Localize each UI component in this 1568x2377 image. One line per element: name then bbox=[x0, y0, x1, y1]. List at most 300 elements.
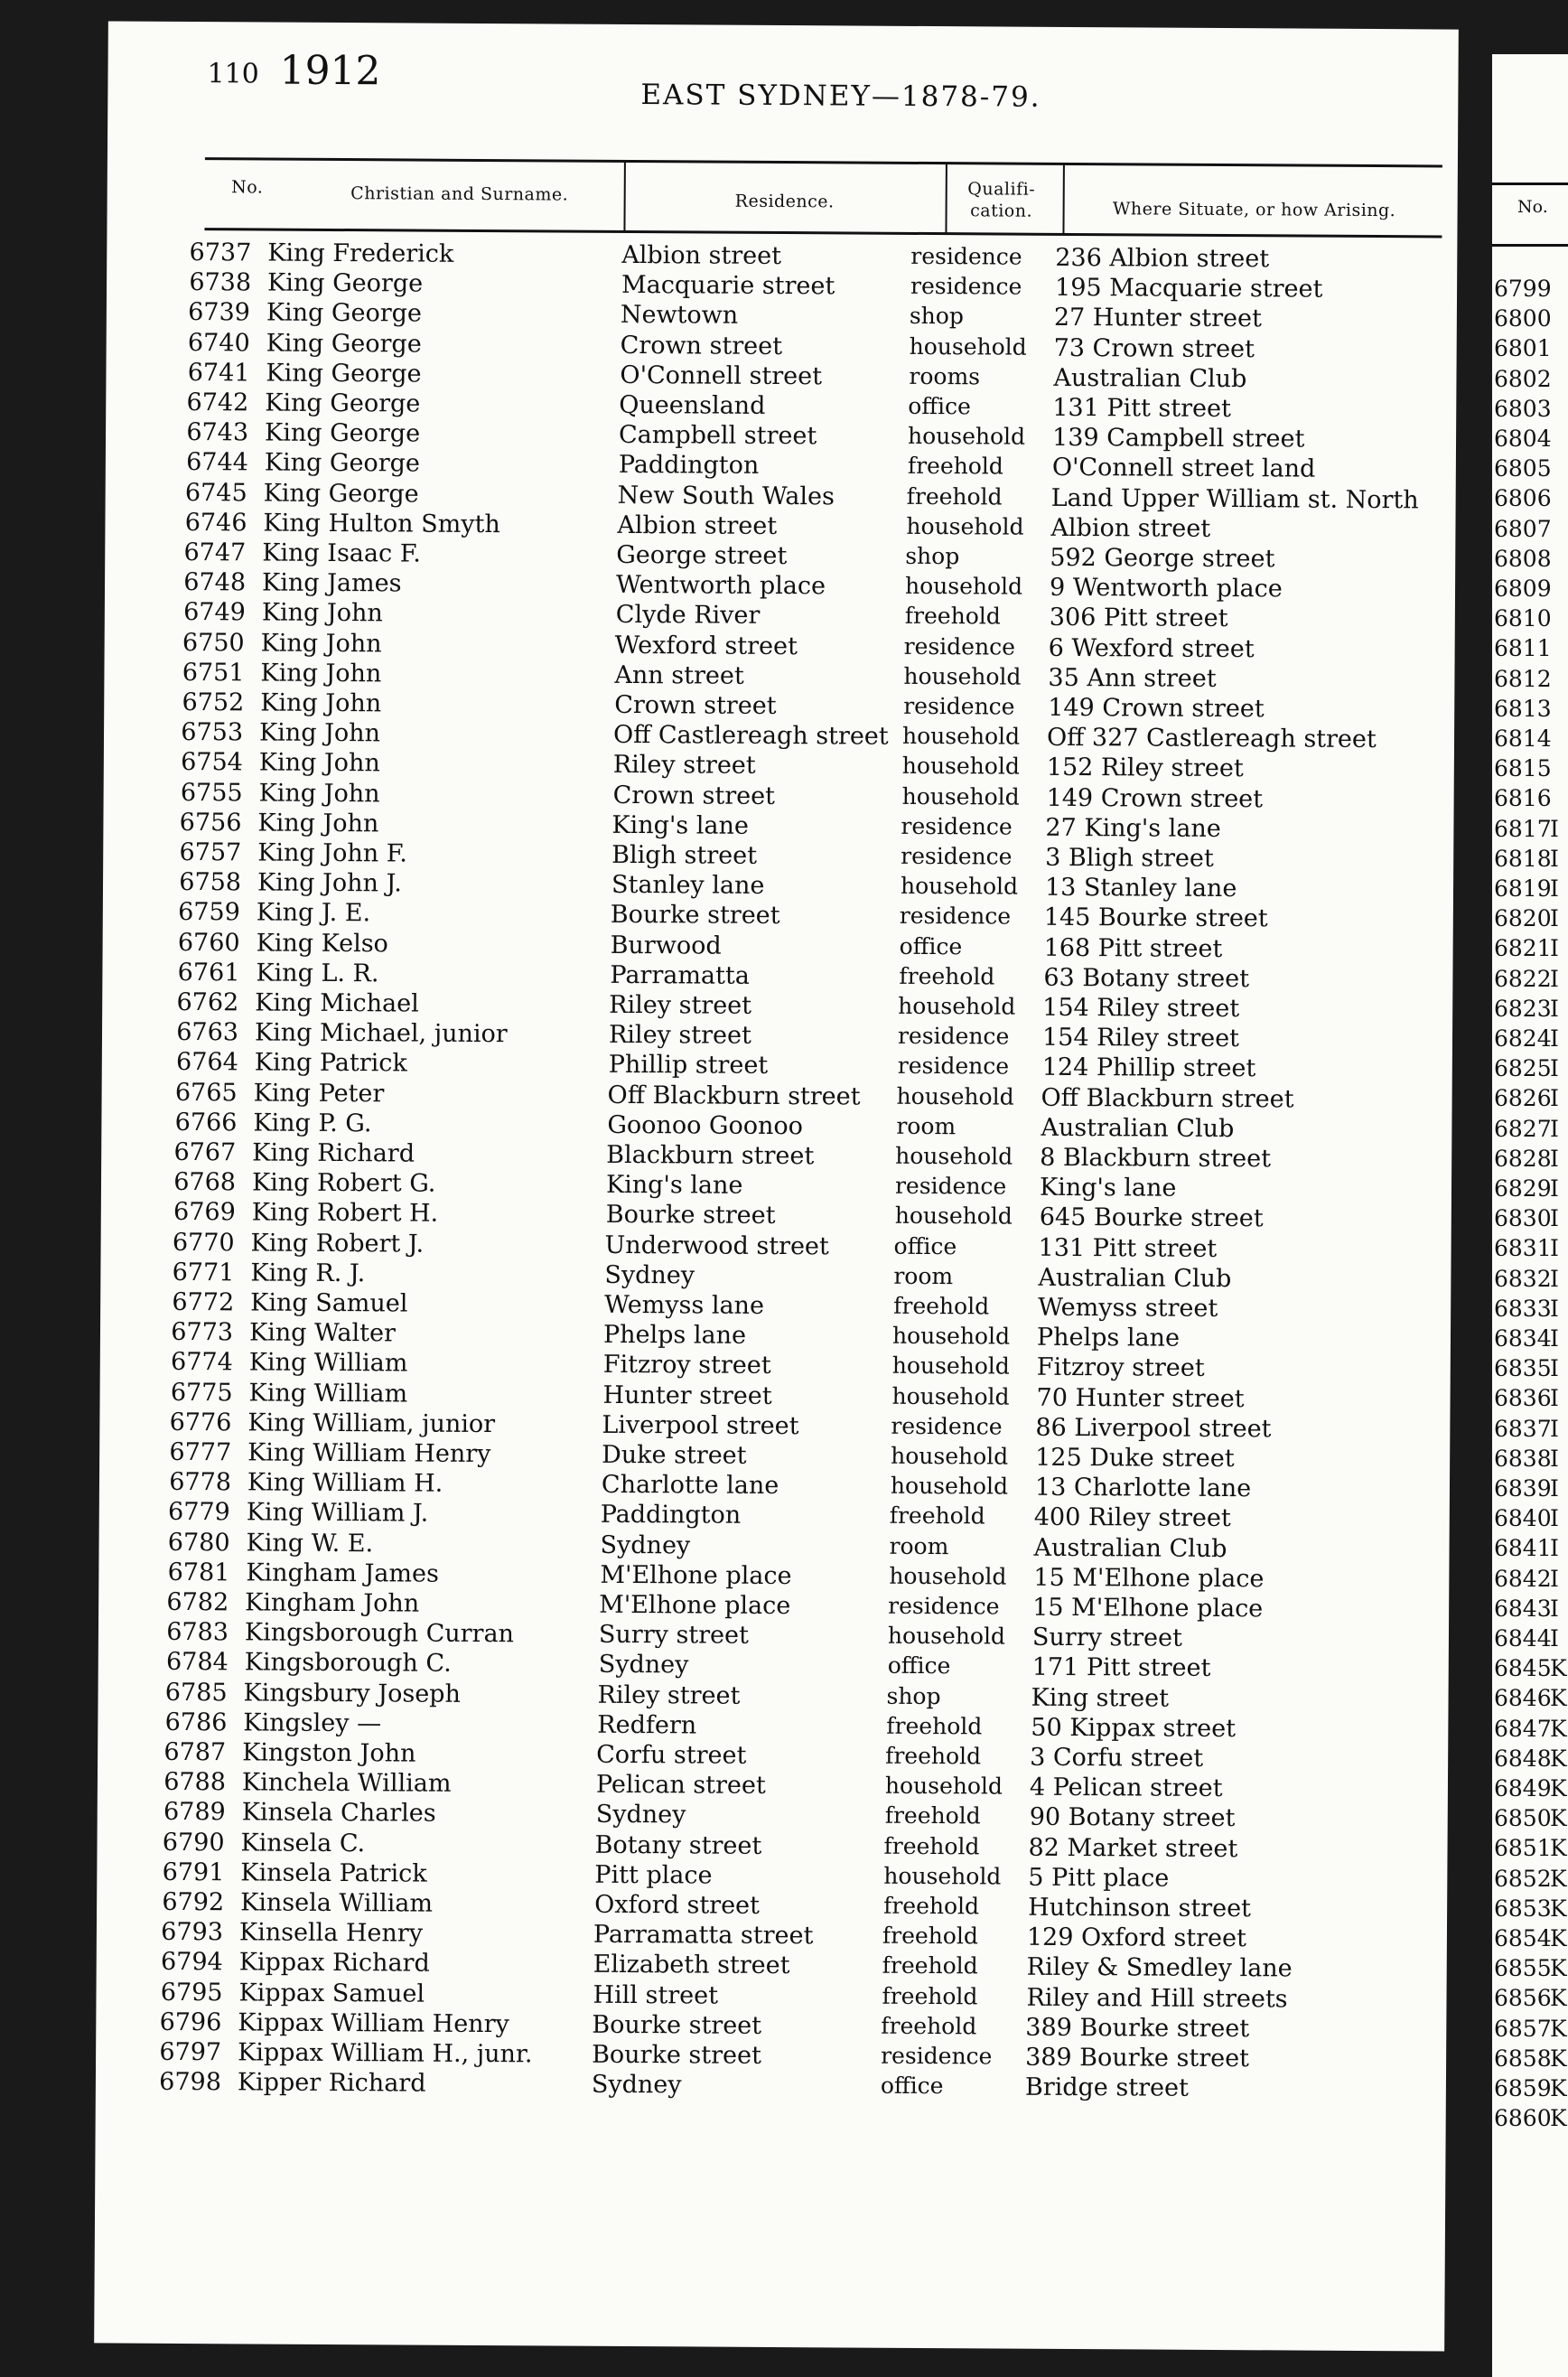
entry-where: 154 Riley street bbox=[1041, 1023, 1240, 1053]
adjacent-entry-initial: K bbox=[1550, 2075, 1567, 2101]
adjacent-entry-number: 6853 bbox=[1494, 1895, 1552, 1922]
adjacent-entry-number: 6819 bbox=[1494, 875, 1552, 902]
entry-where: 90 Botany street bbox=[1029, 1803, 1236, 1833]
entry-residence: Pitt place bbox=[594, 1860, 713, 1890]
entry-number: 6779 bbox=[167, 1498, 230, 1527]
entry-qualification: residence bbox=[891, 1412, 1003, 1440]
entry-name: Kingsborough C. bbox=[244, 1648, 452, 1679]
entry-residence: Fitzroy street bbox=[602, 1351, 771, 1380]
entry-name: Kinsela Charles bbox=[241, 1798, 436, 1829]
entry-qualification: household bbox=[901, 753, 1020, 781]
entry-qualification: household bbox=[891, 1442, 1009, 1470]
entry-name: King Isaac F. bbox=[262, 538, 421, 568]
adjacent-entry-initial: I bbox=[1550, 1505, 1559, 1532]
entry-number: 6755 bbox=[180, 778, 243, 807]
entry-number: 6740 bbox=[187, 328, 250, 358]
entry-residence: Goonoo Goonoo bbox=[607, 1110, 804, 1140]
entry-name: King Hulton Smyth bbox=[263, 509, 500, 538]
entry-residence: Underwood street bbox=[604, 1231, 829, 1260]
adjacent-header-rule bbox=[1492, 182, 1568, 185]
adjacent-entry-initial: K bbox=[1550, 1775, 1567, 1801]
entry-residence: Sydney bbox=[598, 1651, 689, 1680]
adjacent-entry-number: 6824 bbox=[1494, 1025, 1552, 1052]
entry-name: King John bbox=[260, 659, 382, 688]
entry-qualification: room bbox=[889, 1532, 949, 1559]
entry-residence: Burwood bbox=[610, 931, 722, 960]
adjacent-entry-number: 6815 bbox=[1494, 755, 1552, 782]
entry-where: 86 Liverpool street bbox=[1035, 1413, 1272, 1444]
adjacent-entry-number: 6849 bbox=[1494, 1775, 1552, 1801]
page-number: 110 bbox=[207, 58, 259, 90]
entry-where: 9 Wentworth place bbox=[1049, 574, 1283, 604]
entry-number: 6761 bbox=[177, 958, 240, 987]
entry-name: King Robert G. bbox=[251, 1168, 436, 1198]
column-header-no: No. bbox=[231, 177, 264, 198]
entry-number: 6783 bbox=[166, 1618, 229, 1647]
entry-qualification: household bbox=[891, 1382, 1010, 1410]
entry-residence: Campbell street bbox=[618, 421, 817, 451]
adjacent-entry-number: 6822 bbox=[1494, 965, 1552, 992]
adjacent-entry-initial: I bbox=[1550, 1235, 1559, 1262]
entry-name: King John bbox=[258, 748, 380, 778]
entry-qualification: household bbox=[909, 332, 1027, 360]
adjacent-entry-number: 6817 bbox=[1494, 815, 1552, 842]
entry-qualification: residence bbox=[888, 1592, 1000, 1620]
adjacent-entry-number: 6826 bbox=[1494, 1085, 1552, 1112]
entry-name: King John bbox=[260, 629, 382, 658]
column-header-name: Christian and Surname. bbox=[350, 183, 569, 205]
adjacent-entry-number: 6821 bbox=[1494, 935, 1552, 962]
entry-number: 6786 bbox=[164, 1708, 228, 1737]
entry-name: King Patrick bbox=[254, 1048, 407, 1078]
entry-where: 389 Bourke street bbox=[1025, 2013, 1250, 2044]
entry-number: 6780 bbox=[167, 1528, 230, 1557]
entry-qualification: household bbox=[896, 1082, 1014, 1110]
entry-qualification: household bbox=[887, 1622, 1006, 1650]
entry-residence: Redfern bbox=[597, 1710, 697, 1740]
entry-where: 82 Market street bbox=[1028, 1833, 1238, 1863]
entry-qualification: household bbox=[884, 1772, 1003, 1800]
entry-where: Phelps lane bbox=[1036, 1323, 1181, 1352]
entry-residence: Albion street bbox=[621, 240, 782, 271]
adjacent-entry-initial: K bbox=[1550, 1835, 1567, 1862]
adjacent-entry-number: 6854 bbox=[1494, 1925, 1552, 1951]
entry-where: 592 George street bbox=[1050, 543, 1275, 574]
entry-number: 6785 bbox=[164, 1678, 228, 1707]
entry-qualification: freehold bbox=[907, 453, 1003, 480]
entry-number: 6798 bbox=[159, 2068, 222, 2097]
entry-number: 6760 bbox=[177, 928, 240, 957]
entry-name: Kinchela William bbox=[241, 1768, 452, 1799]
entry-residence: Riley street bbox=[597, 1680, 741, 1710]
entry-where: 63 Botany street bbox=[1043, 963, 1250, 993]
adjacent-entry-number: 6837 bbox=[1494, 1415, 1552, 1442]
entry-where: 8 Blackburn street bbox=[1040, 1143, 1272, 1174]
entry-name: King John J. bbox=[257, 868, 402, 898]
entry-number: 6778 bbox=[169, 1468, 232, 1497]
entry-qualification: rooms bbox=[909, 362, 981, 390]
entry-residence: Pelican street bbox=[595, 1770, 766, 1801]
entry-name: Kingham James bbox=[246, 1558, 439, 1588]
entry-number: 6775 bbox=[170, 1378, 233, 1407]
entry-where: Australian Club bbox=[1041, 1113, 1235, 1143]
entry-name: Kingham John bbox=[245, 1588, 420, 1618]
entry-number: 6790 bbox=[162, 1828, 225, 1857]
entry-residence: King's lane bbox=[611, 810, 749, 840]
entry-qualification: office bbox=[880, 2072, 944, 2100]
entry-qualification: household bbox=[894, 1203, 1013, 1230]
entry-number: 6743 bbox=[186, 418, 249, 447]
entry-qualification: freehold bbox=[883, 1892, 980, 1920]
entry-residence: Off Castlereagh street bbox=[612, 721, 889, 751]
entry-name: King Robert H. bbox=[251, 1198, 439, 1229]
entry-name: King George bbox=[266, 298, 423, 328]
entry-number: 6758 bbox=[179, 868, 242, 897]
entry-name: Kippax Samuel bbox=[238, 1978, 425, 2008]
adjacent-entry-number: 6860 bbox=[1494, 2105, 1552, 2132]
entry-residence: Paddington bbox=[618, 451, 760, 481]
entry-number: 6789 bbox=[163, 1798, 226, 1827]
entry-name: King Walter bbox=[248, 1318, 397, 1348]
entry-where: 129 Oxford street bbox=[1026, 1923, 1246, 1953]
entry-number: 6752 bbox=[182, 688, 245, 717]
entry-name: King William, junior bbox=[247, 1408, 496, 1438]
entry-where: 124 Phillip street bbox=[1041, 1053, 1256, 1083]
entry-residence: Newtown bbox=[620, 301, 739, 331]
entry-qualification: freehold bbox=[882, 1952, 978, 1979]
entry-number: 6744 bbox=[186, 448, 248, 477]
entry-name: Kipper Richard bbox=[237, 2068, 426, 2098]
entry-number: 6747 bbox=[183, 538, 247, 567]
entry-residence: King's lane bbox=[605, 1171, 743, 1200]
header-rule-bottom bbox=[204, 228, 1442, 238]
entry-where: 5 Pitt place bbox=[1028, 1863, 1170, 1893]
adjacent-entry-number: 6841 bbox=[1494, 1535, 1552, 1562]
page-title: EAST SYDNEY—1878-79. bbox=[640, 79, 1041, 114]
entry-where: 195 Macquarie street bbox=[1054, 274, 1323, 304]
entry-residence: Crown street bbox=[612, 781, 776, 810]
entry-where: Hutchinson street bbox=[1028, 1893, 1252, 1923]
entry-number: 6769 bbox=[173, 1198, 236, 1227]
entry-name: King William H. bbox=[247, 1468, 443, 1498]
adjacent-entry-number: 6802 bbox=[1494, 365, 1552, 392]
entry-name: King L. R. bbox=[256, 959, 379, 988]
entry-number: 6757 bbox=[179, 838, 242, 867]
entry-number: 6770 bbox=[172, 1228, 235, 1257]
header-rule-top bbox=[205, 157, 1442, 167]
entry-qualification: household bbox=[903, 662, 1022, 690]
entry-qualification: freehold bbox=[906, 482, 1003, 510]
entry-where: Land Upper William st. North bbox=[1050, 483, 1419, 514]
entry-number: 6748 bbox=[183, 568, 247, 597]
entry-number: 6784 bbox=[165, 1648, 229, 1677]
entry-where: 70 Hunter street bbox=[1036, 1383, 1245, 1413]
adjacent-entry-initial: I bbox=[1550, 1175, 1559, 1202]
entry-residence: Parramatta bbox=[610, 960, 750, 990]
adjacent-entry-number: 6807 bbox=[1494, 515, 1552, 542]
entry-number: 6745 bbox=[184, 478, 247, 508]
entry-name: Kippax William H., junr. bbox=[238, 2038, 533, 2069]
adjacent-entry-number: 6818 bbox=[1494, 845, 1552, 872]
entry-qualification: room bbox=[893, 1262, 954, 1289]
entry-name: King W. E. bbox=[246, 1529, 374, 1558]
entry-where: 73 Crown street bbox=[1053, 333, 1255, 363]
adjacent-entry-number: 6816 bbox=[1494, 785, 1552, 812]
entry-number: 6797 bbox=[159, 2037, 222, 2067]
adjacent-entry-initial: K bbox=[1550, 1955, 1567, 1982]
entry-where: 400 Riley street bbox=[1033, 1503, 1231, 1533]
entry-where: Wemyss street bbox=[1038, 1293, 1218, 1323]
adjacent-entry-initial: K bbox=[1550, 1745, 1567, 1772]
adjacent-entry-number: 6848 bbox=[1494, 1745, 1552, 1772]
entry-qualification: household bbox=[906, 512, 1024, 540]
entry-where: Riley & Smedley lane bbox=[1026, 1953, 1293, 1983]
entry-where: 152 Riley street bbox=[1046, 753, 1244, 783]
adjacent-entry-number: 6843 bbox=[1494, 1595, 1552, 1622]
entry-qualification: freehold bbox=[904, 603, 1001, 630]
adjacent-entry-number: 6799 bbox=[1494, 276, 1552, 302]
adjacent-entry-initial: I bbox=[1550, 1445, 1559, 1472]
entry-residence: Parramatta street bbox=[593, 1920, 814, 1951]
entry-qualification: residence bbox=[910, 242, 1022, 270]
entry-residence: George street bbox=[616, 540, 788, 571]
entry-name: Kingston John bbox=[242, 1738, 416, 1768]
adjacent-entry-number: 6828 bbox=[1494, 1145, 1552, 1172]
entry-qualification: freehold bbox=[881, 2012, 977, 2040]
entry-where: 168 Pitt street bbox=[1043, 933, 1223, 963]
entry-residence: Crown street bbox=[614, 690, 777, 720]
entry-residence: Blackburn street bbox=[606, 1140, 815, 1171]
entry-number: 6787 bbox=[163, 1737, 227, 1767]
entry-residence: Riley street bbox=[608, 1021, 751, 1051]
adjacent-entry-number: 6834 bbox=[1494, 1325, 1552, 1352]
entry-name: King John bbox=[261, 598, 383, 628]
entry-number: 6774 bbox=[170, 1348, 233, 1377]
entry-number: 6794 bbox=[160, 1948, 223, 1977]
entry-residence: Crown street bbox=[620, 331, 783, 360]
adjacent-entry-initial: K bbox=[1550, 1685, 1567, 1712]
entry-residence: Charlotte lane bbox=[601, 1471, 779, 1501]
entry-name: King George bbox=[265, 388, 421, 418]
adjacent-entry-number: 6856 bbox=[1494, 1985, 1552, 2012]
entry-qualification: household bbox=[891, 1352, 1010, 1380]
entry-qualification: office bbox=[887, 1652, 951, 1680]
adjacent-entry-number: 6857 bbox=[1494, 2015, 1552, 2042]
entry-number: 6756 bbox=[179, 808, 242, 838]
adjacent-entry-number: 6814 bbox=[1494, 725, 1552, 752]
adjacent-entry-initial: K bbox=[1550, 1655, 1567, 1682]
entry-number: 6788 bbox=[163, 1768, 227, 1797]
adjacent-entry-initial: I bbox=[1550, 935, 1559, 962]
adjacent-entry-initial: I bbox=[1550, 1355, 1559, 1382]
adjacent-entry-number: 6844 bbox=[1494, 1625, 1552, 1652]
entry-residence: Riley street bbox=[609, 990, 752, 1020]
entry-name: King Frederick bbox=[267, 239, 454, 268]
entry-residence: Wentworth place bbox=[615, 571, 826, 601]
entry-residence: Sydney bbox=[595, 1801, 686, 1830]
entry-name: King James bbox=[261, 568, 402, 598]
adjacent-entry-number: 6850 bbox=[1494, 1805, 1552, 1832]
entry-name: King John bbox=[258, 779, 380, 808]
adjacent-entry-number: 6833 bbox=[1494, 1295, 1552, 1322]
adjacent-entry-number: 6809 bbox=[1494, 576, 1552, 602]
entry-qualification: residence bbox=[903, 632, 1016, 660]
entry-name: King R. J. bbox=[250, 1259, 366, 1288]
entry-number: 6771 bbox=[172, 1258, 235, 1287]
entry-number: 6793 bbox=[161, 1918, 224, 1947]
entry-number: 6763 bbox=[176, 1018, 239, 1047]
entry-residence: Macquarie street bbox=[621, 271, 835, 301]
entry-where: O'Connell street land bbox=[1051, 454, 1316, 484]
entry-where: Australian Club bbox=[1038, 1263, 1232, 1293]
entry-number: 6768 bbox=[173, 1168, 237, 1197]
adjacent-entry-number: 6836 bbox=[1494, 1385, 1552, 1412]
entry-where: 154 Riley street bbox=[1042, 993, 1240, 1024]
entry-qualification: freehold bbox=[899, 962, 995, 990]
adjacent-entry-initial: I bbox=[1550, 1115, 1559, 1142]
adjacent-entry-initial: K bbox=[1550, 2015, 1567, 2042]
adjacent-entry-initial: K bbox=[1550, 1925, 1567, 1951]
adjacent-entry-number: 6827 bbox=[1494, 1115, 1552, 1142]
entry-qualification: residence bbox=[899, 903, 1012, 930]
entry-number: 6754 bbox=[181, 748, 243, 777]
entry-number: 6749 bbox=[183, 598, 246, 627]
entry-qualification: freehold bbox=[883, 1832, 980, 1859]
column-divider bbox=[623, 162, 625, 232]
adjacent-entry-number: 6808 bbox=[1494, 545, 1552, 572]
entry-qualification: room bbox=[896, 1112, 957, 1140]
entry-where: 306 Pitt street bbox=[1049, 604, 1228, 633]
adjacent-entry-initial: K bbox=[1550, 1985, 1567, 2012]
entry-qualification: shop bbox=[905, 542, 960, 570]
entry-residence: Phillip street bbox=[608, 1051, 769, 1081]
entry-name: King P. G. bbox=[253, 1109, 372, 1138]
adjacent-entry-number: 6810 bbox=[1494, 605, 1552, 632]
entry-where: Australian Club bbox=[1033, 1533, 1227, 1563]
entry-residence: Corfu street bbox=[596, 1740, 747, 1770]
entry-number: 6772 bbox=[172, 1287, 235, 1317]
adjacent-entry-initial: I bbox=[1550, 1055, 1559, 1082]
column-header-qualification: Qualifi-cation. bbox=[967, 179, 1036, 221]
entry-where: 4 Pelican street bbox=[1029, 1773, 1223, 1803]
entry-qualification: household bbox=[889, 1562, 1007, 1590]
entry-residence: Oxford street bbox=[594, 1890, 761, 1920]
entry-qualification: freehold bbox=[886, 1712, 983, 1740]
entry-name: Kinsela Patrick bbox=[240, 1858, 427, 1888]
entry-name: King Michael bbox=[255, 988, 419, 1018]
entry-qualification: household bbox=[900, 873, 1019, 900]
adjacent-entry-number: 6801 bbox=[1494, 335, 1552, 362]
entry-residence: Botany street bbox=[594, 1830, 762, 1860]
entry-where: Fitzroy street bbox=[1036, 1353, 1205, 1383]
entry-number: 6766 bbox=[174, 1108, 238, 1137]
entry-where: 145 Bourke street bbox=[1043, 903, 1268, 933]
entry-qualification: residence bbox=[901, 812, 1013, 840]
adjacent-column-header-no: No. bbox=[1517, 197, 1548, 217]
adjacent-entry-number: 6858 bbox=[1494, 2045, 1552, 2072]
entry-where: Albion street bbox=[1050, 513, 1211, 543]
adjacent-entry-initial: I bbox=[1550, 845, 1559, 872]
entry-where: 149 Crown street bbox=[1048, 693, 1265, 724]
entry-name: Kingsborough Curran bbox=[244, 1618, 515, 1649]
adjacent-header-rule bbox=[1492, 244, 1568, 247]
entry-residence: Bligh street bbox=[611, 840, 758, 870]
adjacent-entry-number: 6829 bbox=[1494, 1175, 1552, 1202]
register-page bbox=[94, 21, 1459, 2351]
adjacent-entry-number: 6842 bbox=[1494, 1565, 1552, 1592]
entry-qualification: freehold bbox=[885, 1742, 982, 1770]
entry-name: Kippax Richard bbox=[238, 1948, 430, 1979]
entry-residence: Sydney bbox=[604, 1260, 695, 1290]
adjacent-entry-number: 6830 bbox=[1494, 1205, 1552, 1232]
entry-residence: Bourke street bbox=[610, 901, 780, 931]
entry-where: 645 Bourke street bbox=[1039, 1203, 1264, 1233]
adjacent-entry-initial: I bbox=[1550, 875, 1559, 902]
entry-where: 171 Pitt street bbox=[1031, 1653, 1211, 1683]
entry-residence: Queensland bbox=[619, 390, 766, 420]
entry-number: 6776 bbox=[169, 1408, 232, 1437]
entry-where: Off Blackburn street bbox=[1041, 1083, 1294, 1114]
entry-name: King John bbox=[258, 718, 381, 748]
entry-where: 27 Hunter street bbox=[1053, 304, 1262, 333]
entry-name: King George bbox=[266, 359, 422, 388]
adjacent-entry-number: 6823 bbox=[1494, 995, 1552, 1022]
entry-residence: Surry street bbox=[598, 1620, 750, 1651]
adjacent-entry-initial: I bbox=[1550, 1205, 1559, 1232]
entry-qualification: residence bbox=[901, 842, 1013, 870]
entry-name: King Peter bbox=[253, 1079, 385, 1108]
entry-name: King John F. bbox=[257, 838, 407, 868]
adjacent-entry-initial: I bbox=[1550, 1085, 1559, 1112]
entry-where: 3 Corfu street bbox=[1030, 1743, 1204, 1773]
entry-qualification: household bbox=[890, 1472, 1009, 1500]
entry-number: 6777 bbox=[169, 1437, 232, 1467]
entry-residence: Paddington bbox=[600, 1501, 742, 1530]
entry-qualification: shop bbox=[909, 303, 964, 330]
adjacent-entry-number: 6831 bbox=[1494, 1235, 1552, 1262]
entry-qualification: residence bbox=[897, 1053, 1010, 1080]
adjacent-entry-number: 6803 bbox=[1494, 395, 1552, 422]
entry-residence: Duke street bbox=[602, 1440, 747, 1470]
entry-residence: Hill street bbox=[593, 1980, 719, 2010]
entry-number: 6741 bbox=[187, 358, 250, 388]
adjacent-entry-initial: I bbox=[1550, 1145, 1559, 1172]
entry-where: Off 327 Castlereagh street bbox=[1046, 724, 1377, 754]
adjacent-entry-initial: K bbox=[1550, 1895, 1567, 1922]
entry-number: 6781 bbox=[167, 1558, 230, 1587]
entry-qualification: residence bbox=[897, 1023, 1010, 1050]
entry-qualification: freehold bbox=[893, 1292, 990, 1320]
entry-number: 6738 bbox=[189, 268, 252, 297]
entry-residence: Bourke street bbox=[592, 2010, 762, 2040]
adjacent-entry-initial: I bbox=[1550, 815, 1559, 842]
entry-name: King William J. bbox=[246, 1498, 429, 1529]
entry-residence: Elizabeth street bbox=[593, 1951, 790, 1980]
entry-name: King John bbox=[257, 809, 379, 838]
adjacent-entry-number: 6832 bbox=[1494, 1265, 1552, 1292]
entry-where: 27 King's lane bbox=[1045, 813, 1221, 843]
adjacent-entry-initial: I bbox=[1550, 1025, 1559, 1052]
entry-name: King George bbox=[264, 448, 421, 478]
adjacent-entry-number: 6859 bbox=[1494, 2075, 1552, 2101]
adjacent-entry-number: 6811 bbox=[1494, 635, 1552, 662]
entry-number: 6792 bbox=[162, 1887, 225, 1917]
adjacent-entry-initial: I bbox=[1550, 1385, 1559, 1412]
year-stamp: 1912 bbox=[279, 47, 381, 95]
entry-where: 139 Campbell street bbox=[1051, 424, 1305, 454]
entry-name: Kinsella Henry bbox=[238, 1918, 424, 1948]
entry-number: 6764 bbox=[176, 1048, 238, 1077]
